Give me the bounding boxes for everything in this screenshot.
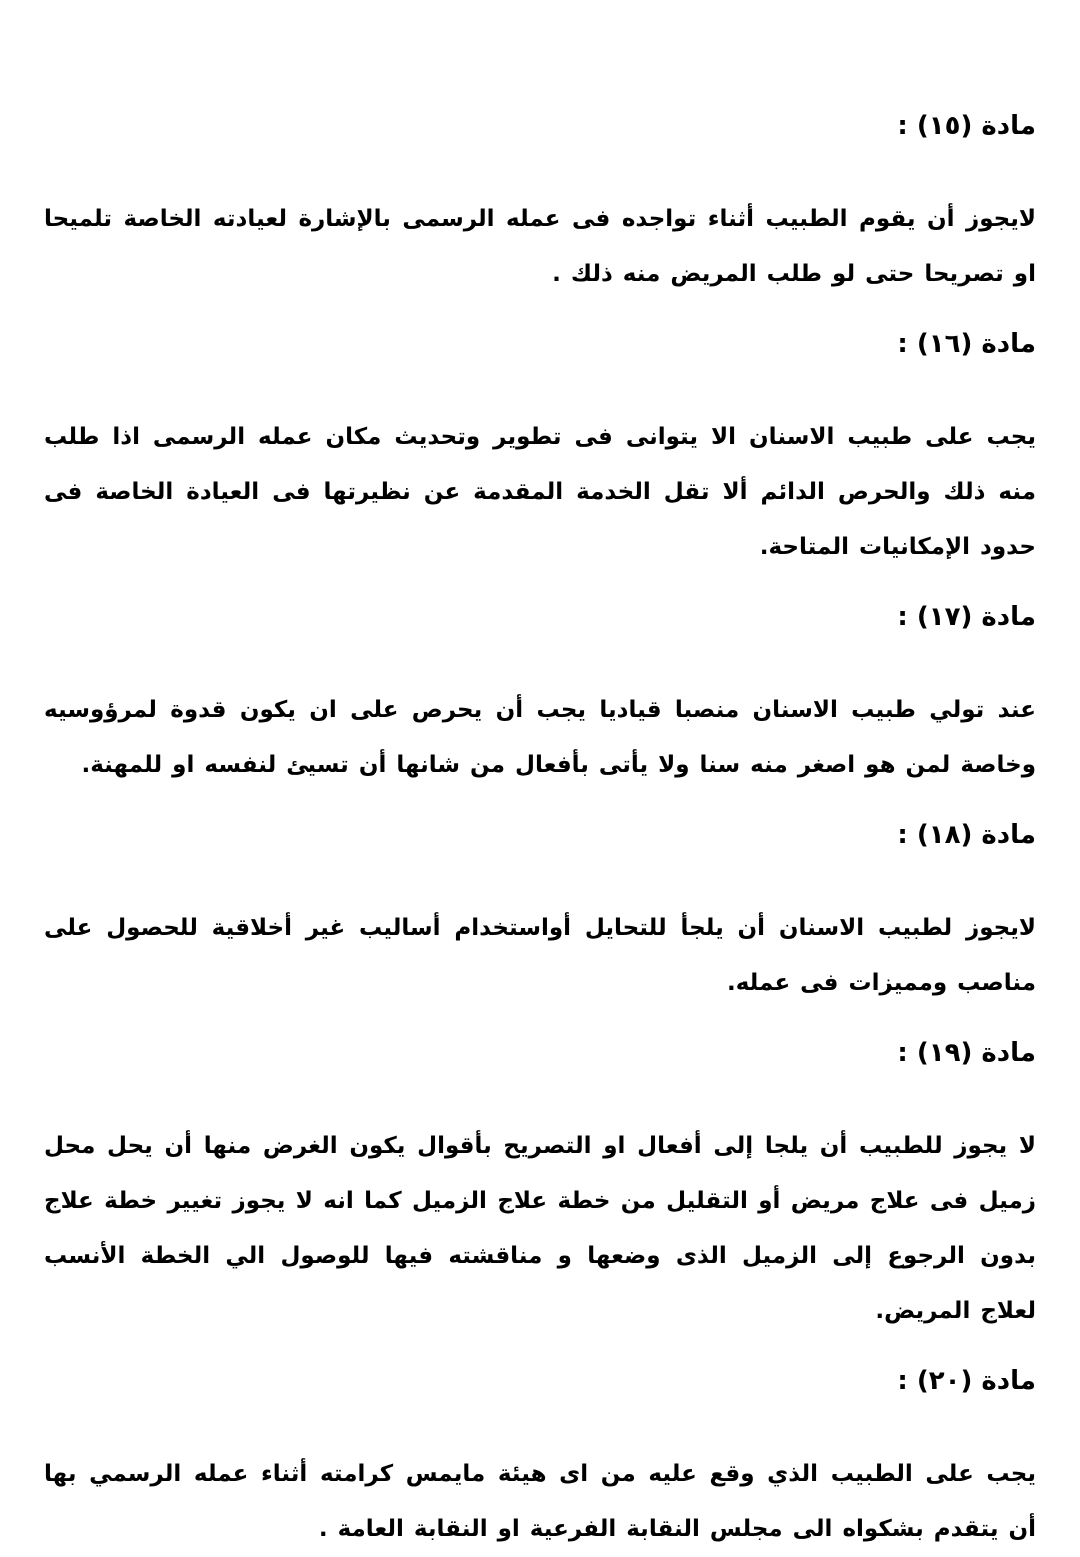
article-18-heading: مادة (١٨) : [897, 820, 1036, 850]
article-17 [44, 597, 1036, 793]
article-19-heading: مادة (١٩) : [897, 1038, 1036, 1068]
article-17-heading: مادة (١٧) : [897, 602, 1036, 632]
article-20 [44, 1361, 1036, 1557]
article-20-heading: مادة (٢٠) : [897, 1366, 1036, 1396]
article-18 [44, 815, 1036, 1011]
article-16-body: يجب على طبيب الاسنان الا يتوانى فى تطوير وتحديث مكان عمله الرسمى اذا طلب منه ذلك والحرص الدائم ألا تقل الخدمة المقدمة عن نظيرتها فى العيادة الخاصة فى حدود الإمكانيات المتاحة. [44, 424, 1036, 560]
article-15-body: لايجوز أن يقوم الطبيب أثناء تواجده فى عمله الرسمى بالإشارة لعيادته الخاصة تلميحا او تصريحا حتى لو طلب المريض منه ذلك . [44, 206, 1036, 287]
article-18-body: لايجوز لطبيب الاسنان أن يلجأ للتحايل أواستخدام أساليب غير أخلاقية للحصول على مناصب ومميزات فى عمله. [44, 915, 1036, 996]
article-19 [44, 1033, 1036, 1339]
article-16-heading: مادة (١٦) : [897, 329, 1036, 359]
article-16 [44, 324, 1036, 575]
article-15 [44, 106, 1036, 302]
article-17-body: عند تولي طبيب الاسنان منصبا قياديا يجب أن يحرص على ان يكون قدوة لمرؤوسيه وخاصة لمن هو اصغر منه سنا ولا يأتى بأفعال من شانها أن تسيئ لنفسه او للمهنة. [44, 697, 1036, 778]
article-20-body: يجب على الطبيب الذي وقع عليه من اى هيئة مايمس كرامته أثناء عمله الرسمي بها أن يتقدم بشكواه الى مجلس النقابة الفرعية او النقابة العامة . [44, 1461, 1036, 1542]
article-19-body: لا يجوز للطبيب أن يلجا إلى أفعال او التصريح بأقوال يكون الغرض منها أن يحل محل زميل فى علاج مريض أو التقليل من خطة علاج الزميل كما انه لا يجوز تغيير خطة علاج بدون الرجوع إلى الزميل الذى وضعها و مناقشته فيها للوصول الي الخطة الأنسب لعلاج المريض. [44, 1133, 1036, 1324]
article-15-heading: مادة (١٥) : [897, 111, 1036, 141]
